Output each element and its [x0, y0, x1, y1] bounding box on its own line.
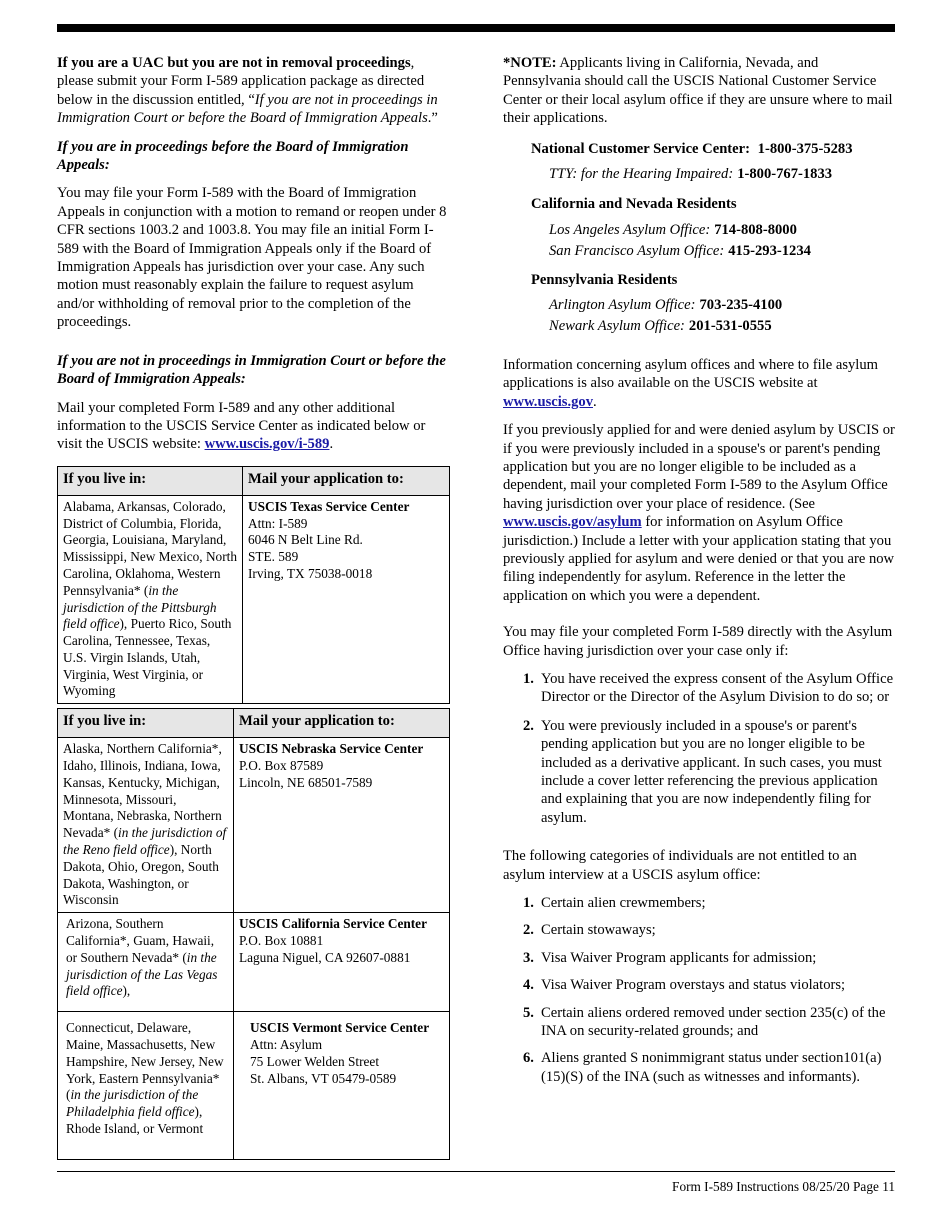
newark-office-line: Newark Asylum Office: 201-531-0555 [549, 318, 772, 335]
pa-heading: Pennsylvania Residents [531, 271, 678, 288]
states-cell: Connecticut, Delaware, Maine, Massachusetts, New Hampshire, New Jersey, New York, Eastern Pennsylvania* (in the jurisdiction of the Philadelphia field office), Rhode Island, or Vermont [58, 1012, 234, 1160]
list-item: 2. Certain stowaways; [523, 922, 656, 939]
uscis-link[interactable]: www.uscis.gov [503, 393, 594, 410]
categories-paragraph: The following categories of individuals are not entitled to an asylum interview at a USCIS asylum office: [503, 848, 857, 883]
ca-nv-heading: California and Nevada Residents [531, 196, 737, 213]
page-footer: Form I-589 Instructions 08/25/20 Page 11 [672, 1179, 895, 1194]
bia-heading: If you are in proceedings before the Board of Immigration Appeals: [57, 138, 409, 174]
top-rule [57, 24, 895, 32]
sf-office-line: San Francisco Asylum Office: 415-293-1234 [549, 243, 811, 260]
mail-paragraph: Mail your completed Form I-589 and any other additional information to the USCIS Service Center as indicated below or visit the USCIS website: www.uscis.gov/i-589. [57, 399, 426, 453]
la-office-line: Los Angeles Asylum Office: 714-808-8000 [549, 221, 797, 238]
bia-paragraph: You may file your Form I-589 with the Board of Immigration Appeals in conjunction with a motion to remand or reopen under 8 CFR sections 1003.2 and 1003.8. You may file an initial Form I-589 with the Board of Immigration Appeals only if the Board of Immigration Appeals has jurisdiction over your case. Any such motion must reasonably explain the failure to request asylum and/or withholding of removal prior to the completion of the proceedings. [57, 185, 447, 331]
list-item: 1. You have received the express consent of the Asylum Office Director or the Director of the Asylum Division to do so; or [523, 670, 894, 706]
table-row-vermont [58, 1012, 450, 1160]
table-row-texas [58, 495, 450, 704]
tty-line: TTY: for the Hearing Impaired: 1-800-767-1833 [549, 166, 833, 183]
table-header-mail: Mail your application to: [234, 709, 450, 738]
arlington-office-line: Arlington Asylum Office: 703-235-4100 [549, 297, 783, 314]
footer-rule [57, 1171, 895, 1172]
i589-link[interactable]: www.uscis.gov/i-589 [204, 436, 330, 453]
states-cell: Alaska, Northern California*, Idaho, Illinois, Indiana, Iowa, Kansas, Kentucky, Michigan, Minnesota, Missouri, Montana, Nebraska, Northern Nevada* (in the jurisdiction of the Reno field office), North Dakota, Ohio, Oregon, South Dakota, Washington, or Wisconsin [58, 738, 234, 913]
list-item: 2. You were previously included in a spouse's or parent's pending application but you are no longer eligible to be included as a derivative applicant. In such cases, you must include a cover letter referencing the previous application and explaining that you are now independently filing for asylum. [523, 717, 882, 826]
left-column [57, 54, 449, 1160]
info-paragraph: Information concerning asylum offices and where to file asylum applications is also available on the USCIS website at www.uscis.gov. [503, 356, 878, 410]
table-header-mail: Mail your application to: [243, 466, 450, 495]
list-item: 1. Certain alien crewmembers; [523, 895, 706, 912]
states-cell: Alabama, Arkansas, Colorado, District of Columbia, Florida, Georgia, Louisiana, Maryland, Mississippi, New Mexico, North Carolina, Oklahoma, Western Pennsylvania* (in the jurisdiction of the Pittsburgh field office), Puerto Rico, South Carolina, Tennessee, Texas, U.S. Virgin Islands, Utah, Virginia, West Virginia, or Wyoming [58, 495, 243, 704]
service-center-table-1 [57, 466, 450, 705]
note-paragraph: *NOTE: Applicants living in California, Nevada, and Pennsylvania should call the USCIS National Customer Service Center or their local asylum office if they are unsure where to mail their applications. [503, 55, 893, 127]
address-cell: USCIS Nebraska Service Center P.O. Box 87589 Lincoln, NE 68501-7589 [234, 738, 450, 913]
table-header-live: If you live in: [58, 466, 243, 495]
denied-paragraph: If you previously applied for and were denied asylum by USCIS or if you were previously included in a spouse's or parent's pending application but you are no longer eligible to be included as a dependent, mail your completed Form I-589 to the Asylum Office having jurisdiction over your place of residence. (See www.uscis.gov/asylum for information on Asylum Office jurisdiction.) Include a letter with your application stating that you previously applied for asylum and were denied or that you are now filing independently for asylum. Reference in the letter the application on which you were a dependent. [503, 422, 895, 604]
address-cell: USCIS California Service Center P.O. Box 10881 Laguna Niguel, CA 92607-0881 [234, 913, 450, 1012]
right-column [503, 54, 895, 1086]
contact-list [503, 140, 895, 336]
list-item: 6. Aliens granted S nonimmigrant status under section101(a)(15)(S) of the INA (such as witnesses and informants). [523, 1050, 882, 1085]
categories-list [503, 894, 895, 1086]
address-cell: USCIS Vermont Service Center Attn: Asylum 75 Lower Welden Street St. Albans, VT 05479-0589 [234, 1012, 450, 1160]
direct-filing-paragraph: You may file your completed Form I-589 directly with the Asylum Office having jurisdiction over your case only if: [503, 624, 893, 659]
service-center-table-2 [57, 708, 450, 1160]
ncsc-line: National Customer Service Center: 1-800-375-5283 [531, 140, 853, 157]
list-item: 4. Visa Waiver Program overstays and status violators; [523, 977, 846, 994]
direct-filing-list [503, 670, 895, 827]
list-item: 5. Certain aliens ordered removed under section 235(c) of the INA on security-related grounds; and [523, 1004, 886, 1040]
table-header-live: If you live in: [58, 709, 234, 738]
table-row-california [58, 913, 450, 1012]
not-in-proceedings-heading: If you are not in proceedings in Immigration Court or before the Board of Immigration Appeals: [57, 352, 446, 388]
table-row-nebraska [58, 738, 450, 913]
uac-paragraph: If you are a UAC but you are not in removal proceedings, please submit your Form I-589 application package as directed below in the discussion entitled, “If you are not in proceedings in Immigration Court or before the Board of Immigration Appeals.” [57, 55, 438, 127]
list-item: 3. Visa Waiver Program applicants for admission; [523, 949, 817, 966]
asylum-link[interactable]: www.uscis.gov/asylum [503, 514, 642, 531]
address-cell: USCIS Texas Service Center Attn: I-589 6046 N Belt Line Rd. STE. 589 Irving, TX 75038-0018 [243, 495, 450, 704]
states-cell: Arizona, Southern California*, Guam, Hawaii, or Southern Nevada* (in the jurisdiction of the Las Vegas field office), [58, 913, 234, 1012]
